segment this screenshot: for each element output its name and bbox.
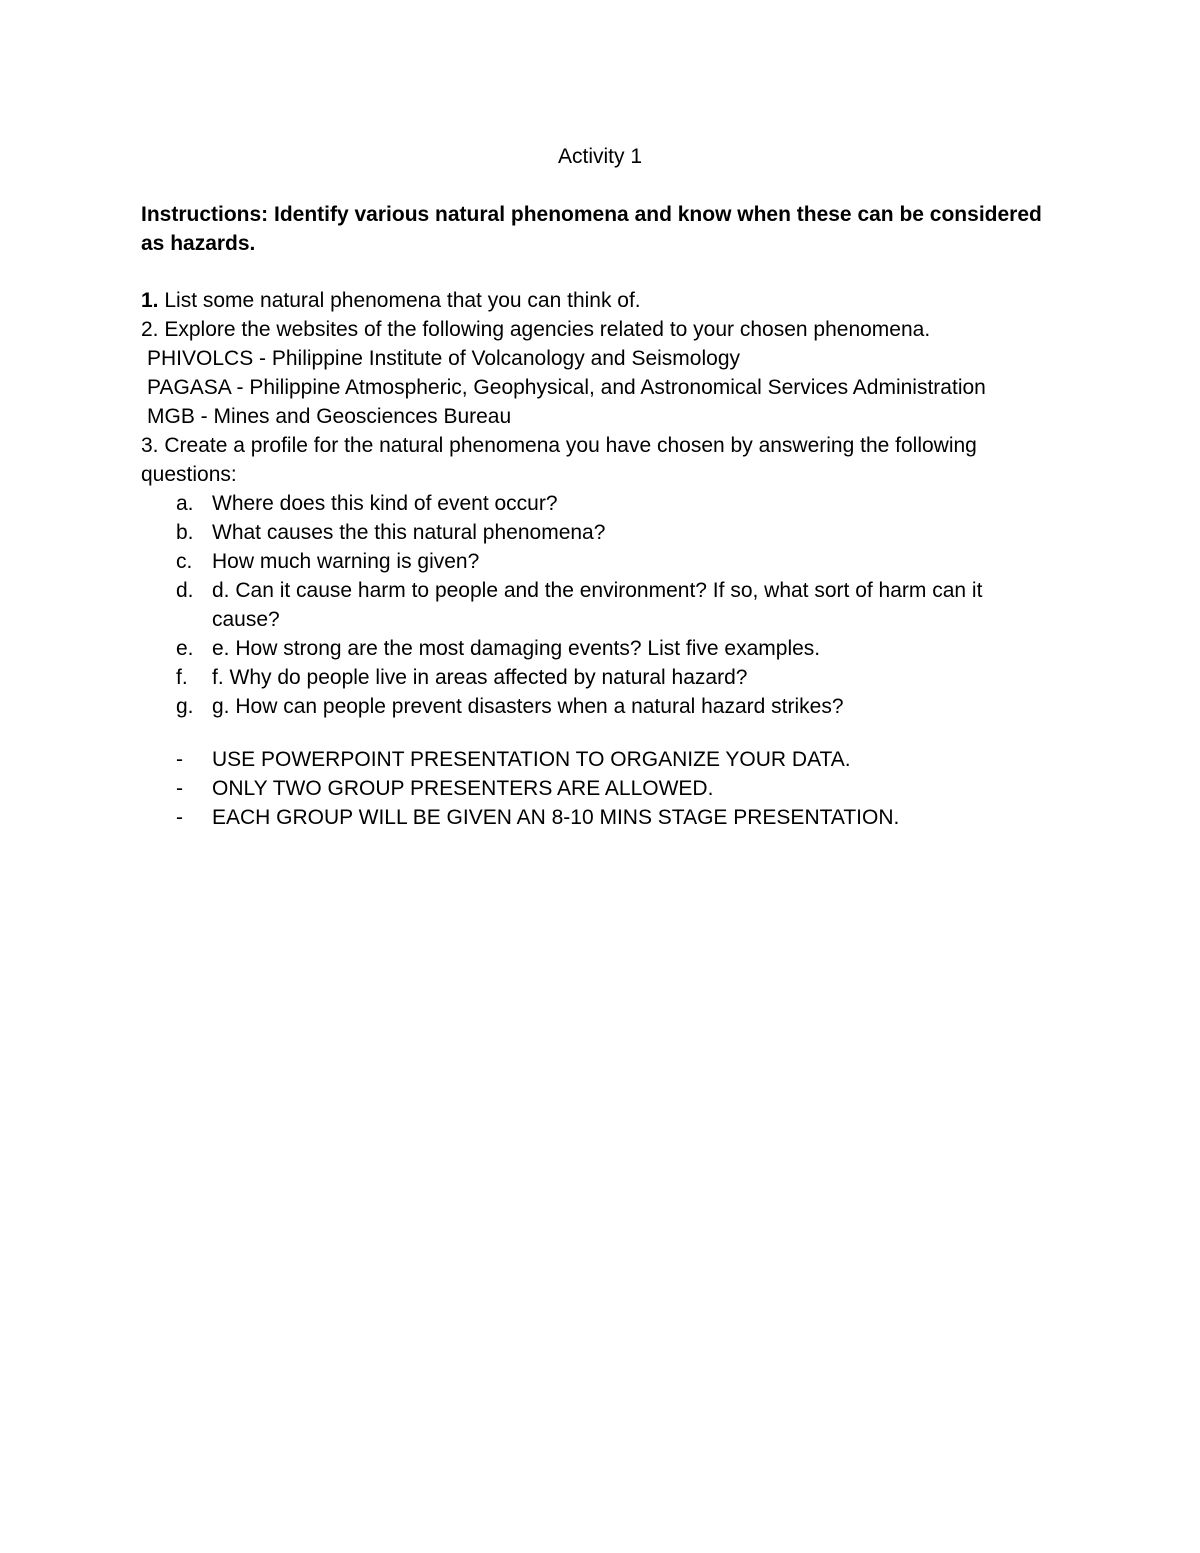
list-item (141, 547, 1021, 576)
list-item (141, 489, 1021, 518)
instructions-text: Instructions: Identify various natural phenomena and know when these can be considered as hazards. (141, 203, 1042, 255)
activity-steps (141, 286, 1071, 721)
presentation-notes (141, 745, 1071, 832)
list-item (141, 663, 1021, 692)
list-text: d. Can it cause harm to people and the environment? If so, what sort of harm can it cause? (212, 579, 983, 631)
list-text: How much warning is given? (212, 550, 480, 573)
list-item (141, 576, 1021, 634)
agency-mgb: MGB - Mines and Geosciences Bureau (147, 405, 512, 428)
list-text: Where does this kind of event occur? (212, 492, 558, 515)
list-letter: d. (176, 579, 194, 602)
list-item (141, 692, 1021, 721)
step-number: 2. (141, 318, 159, 341)
list-text: What causes the this natural phenomena? (212, 521, 606, 544)
dash-bullet: - (176, 777, 183, 800)
list-letter: a. (176, 492, 194, 515)
list-letter: g. (176, 695, 194, 718)
dash-bullet: - (176, 806, 183, 829)
step-number: 3. (141, 434, 159, 457)
step-2 (141, 315, 1071, 344)
agency-phivolcs: PHIVOLCS - Philippine Institute of Volcanology and Seismology (147, 347, 740, 370)
list-item (141, 745, 1071, 774)
note-text: EACH GROUP WILL BE GIVEN AN 8-10 MINS STAGE PRESENTATION. (212, 806, 900, 829)
note-text: ONLY TWO GROUP PRESENTERS ARE ALLOWED. (212, 777, 714, 800)
step-number: 1. (141, 289, 159, 312)
dash-bullet: - (176, 748, 183, 771)
step-text: List some natural phenomena that you can think of. (158, 289, 641, 312)
list-text: g. How can people prevent disasters when a natural hazard strikes? (212, 695, 844, 718)
list-letter: f. (176, 666, 188, 689)
step-3 (141, 431, 1021, 489)
list-item (141, 518, 1021, 547)
list-item (141, 774, 1071, 803)
step-1 (141, 286, 1071, 315)
list-text: e. How strong are the most damaging events? List five examples. (212, 637, 821, 660)
agency-pagasa: PAGASA - Philippine Atmospheric, Geophysical, and Astronomical Services Administration (147, 376, 986, 399)
list-item (141, 634, 1021, 663)
profile-questions (141, 489, 1071, 721)
document-title: Activity 1 (557, 145, 643, 168)
step-text: Explore the websites of the following agencies related to your chosen phenomena. (158, 318, 931, 341)
note-text: USE POWERPOINT PRESENTATION TO ORGANIZE YOUR DATA. (212, 748, 851, 771)
list-item (141, 803, 1071, 832)
list-text: f. Why do people live in areas affected by natural hazard? (212, 666, 748, 689)
step-text: Create a profile for the natural phenomena you have chosen by answering the following questions: (141, 434, 977, 486)
list-letter: e. (176, 637, 194, 660)
list-letter: c. (176, 550, 193, 573)
list-letter: b. (176, 521, 194, 544)
